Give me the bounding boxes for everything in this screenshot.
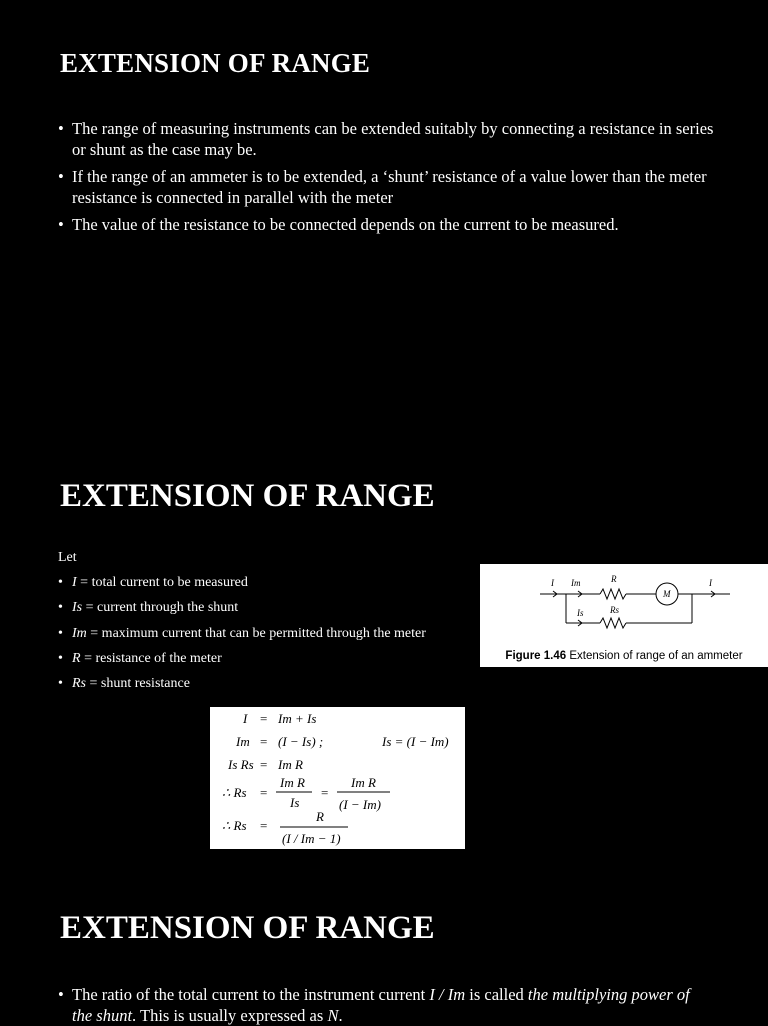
- definition-text: = shunt resistance: [86, 676, 190, 692]
- formula-1-rhs: Im + Is: [278, 711, 317, 726]
- formula-4-num2: Im R: [351, 775, 376, 790]
- let-label: Let: [58, 550, 77, 565]
- formula-5-lhs: ∴ Rs: [222, 818, 247, 833]
- slide-2-title: EXTENSION OF RANGE: [60, 478, 435, 514]
- formula-4-equals: =: [260, 785, 268, 800]
- label-resistance-meter: R: [611, 574, 617, 584]
- formula-4-lhs: ∴ Rs: [222, 785, 247, 800]
- definition-item: [58, 574, 498, 592]
- formula-3-rhs: Im R: [278, 757, 303, 772]
- formula-5-equals: =: [260, 818, 268, 833]
- definition-symbol: R: [72, 650, 81, 666]
- slide-2: [0, 430, 768, 870]
- formula-4-den2: (I − Im): [339, 797, 381, 812]
- formula-2-lhs: Im: [236, 734, 250, 749]
- bullet-text: .: [338, 1006, 343, 1025]
- definition-text: = total current to be measured: [76, 575, 248, 590]
- meter-symbol: M: [663, 589, 671, 599]
- bullet-item: • The range of measuring instruments can be extended suitably by connecting a resistance in series or shunt as the case may be.: [58, 118, 718, 160]
- label-current-meter: Im: [571, 578, 581, 588]
- formula-1-lhs: I: [243, 711, 248, 726]
- label-resistance-shunt: Rs: [610, 605, 619, 615]
- definition-text: = maximum current that can be permitted through the meter: [86, 625, 426, 641]
- formula-5-num: R: [316, 809, 324, 824]
- definition-text: = current through the shunt: [82, 600, 239, 616]
- formula-4-num1: Im R: [280, 775, 305, 790]
- bullet-item: • If the range of an ammeter is to be extended, a ‘shunt’ resistance of a value lower than the meter resistance is connected in parallel with the meter: [58, 166, 718, 208]
- slide-1-bullet-list: [58, 118, 718, 241]
- ammeter-circuit-figure: [480, 564, 768, 667]
- bullet-item: [58, 984, 698, 1026]
- definition-item: [58, 599, 498, 617]
- label-current-out: I: [709, 578, 712, 588]
- definition-item: [58, 675, 498, 693]
- formula-3-lhs: Is Rs: [228, 757, 254, 772]
- definition-symbol: I: [72, 575, 77, 590]
- symbol-n: N: [327, 1006, 339, 1025]
- label-current-in: I: [551, 578, 554, 588]
- definition-symbol: Rs: [72, 676, 86, 692]
- slide-1-title: EXTENSION OF RANGE: [60, 48, 371, 78]
- figure-caption-text: Extension of range of an ammeter: [566, 650, 743, 662]
- label-current-shunt: Is: [577, 608, 584, 618]
- slide-1: [0, 0, 768, 430]
- term-emphasis: the multiplying power of the shunt: [72, 985, 690, 1025]
- definition-symbol: Is: [72, 600, 83, 616]
- definition-item: [58, 650, 498, 668]
- bullet-item: • The value of the resistance to be connected depends on the current to be measured.: [58, 214, 718, 235]
- definition-list: [58, 574, 498, 700]
- slide-3-title: EXTENSION OF RANGE: [60, 910, 435, 946]
- formula-4-den1: Is: [290, 795, 300, 810]
- formula-2-rhs: (I − Is) ;: [278, 734, 324, 749]
- slide-3-bullet-list: [58, 984, 698, 1026]
- formula-2-side: Is = (I − Im): [382, 734, 449, 749]
- definition-item: [58, 625, 498, 643]
- bullet-text: The ratio of the total current to the instrument current: [72, 985, 430, 1004]
- figure-number: Figure 1.46: [505, 650, 567, 662]
- formula-derivation: [210, 707, 465, 849]
- formula-1-equals: =: [260, 711, 268, 726]
- figure-caption: [480, 650, 768, 662]
- formula-5-den: (I / Im − 1): [282, 831, 341, 846]
- bullet-text: is called: [465, 985, 528, 1004]
- formula-2-equals: =: [260, 734, 268, 749]
- formula-3-equals: =: [260, 757, 268, 772]
- slide-3: [0, 870, 768, 1024]
- definition-symbol: Im: [72, 625, 87, 641]
- bullet-text: . This is usually expressed as: [132, 1006, 328, 1025]
- ratio-expression: I / Im: [429, 985, 466, 1004]
- formula-box: [210, 707, 465, 849]
- formula-4-equals-2: =: [321, 785, 329, 800]
- definition-text: = resistance of the meter: [80, 650, 222, 666]
